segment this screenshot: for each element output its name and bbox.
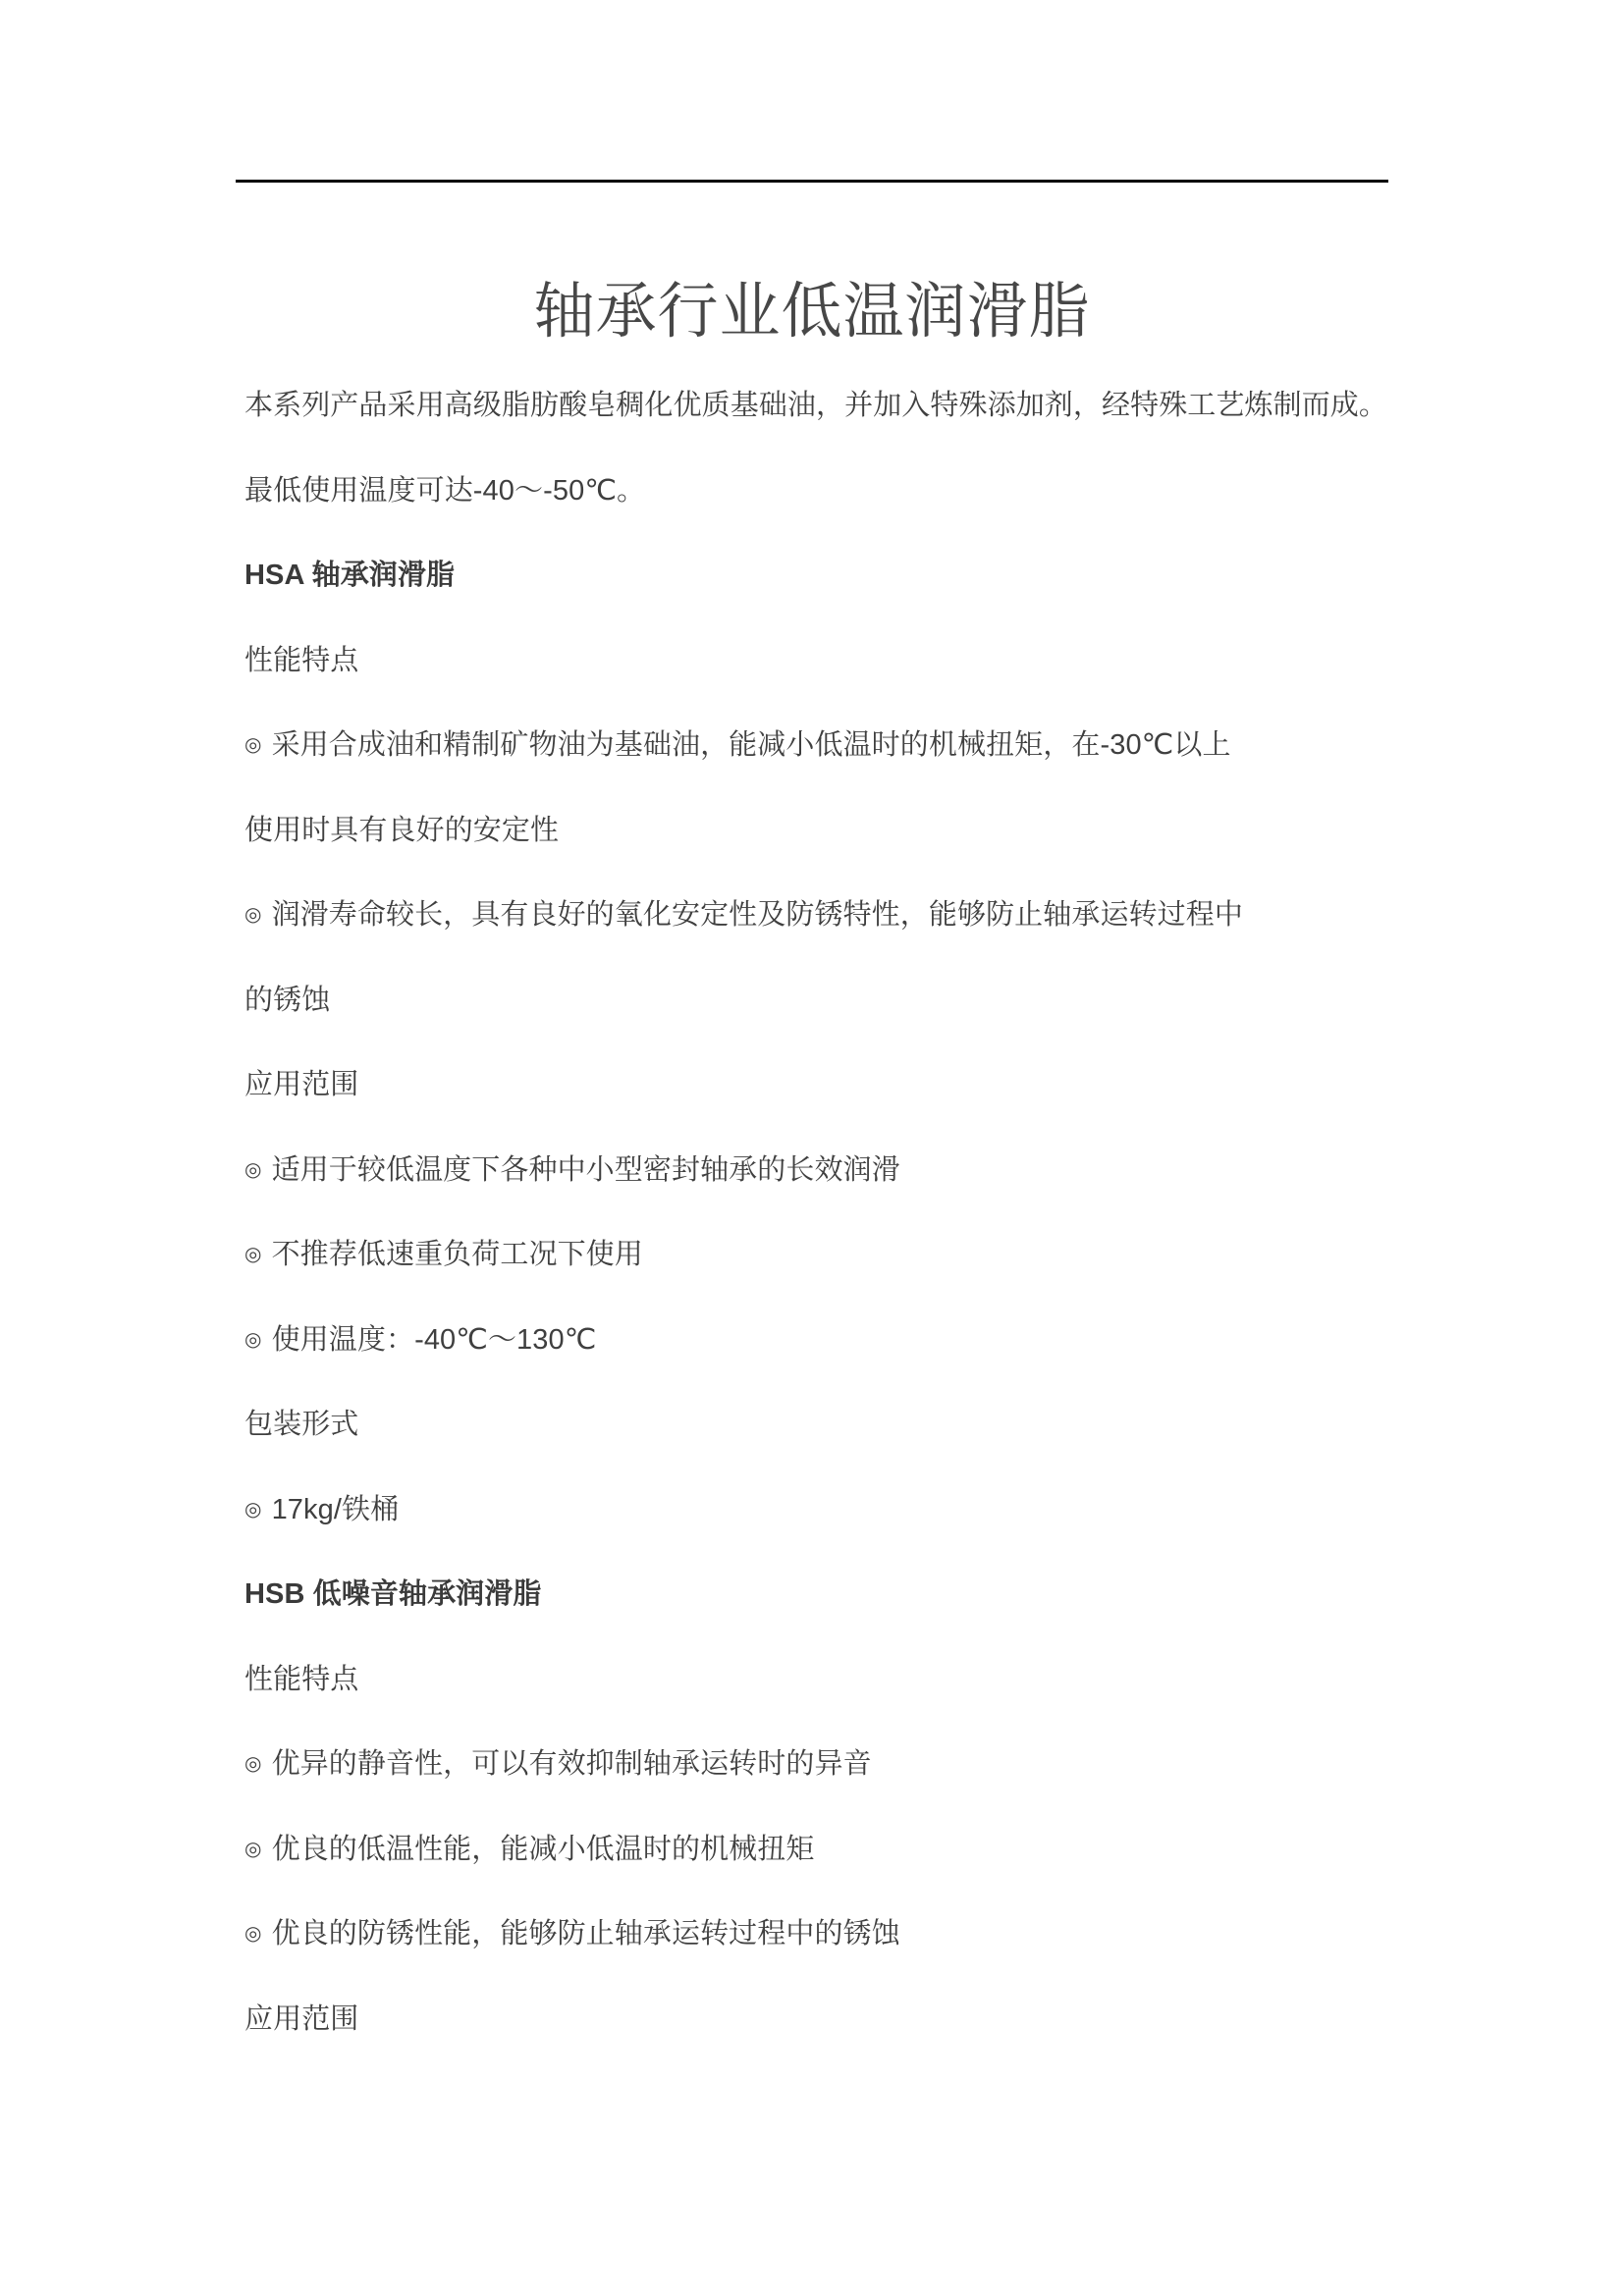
header-rule bbox=[236, 180, 1388, 183]
bullet-text: 使用温度：-40℃～130℃ bbox=[271, 1323, 597, 1356]
bullseye-bullet-icon: ◎ bbox=[244, 1923, 262, 1946]
bullet-item bbox=[244, 703, 1397, 788]
bullet-text: 优异的静音性，可以有效抑制轴承运转时的异音 bbox=[271, 1748, 872, 1781]
bullseye-bullet-icon: ◎ bbox=[244, 904, 262, 927]
bullet-item bbox=[244, 873, 1397, 958]
bullet-text: 优良的防锈性能，能够防止轴承运转过程中的锈蚀 bbox=[271, 1918, 900, 1950]
subheading-application-hsa: 应用范围 bbox=[244, 1069, 359, 1101]
bullseye-bullet-icon: ◎ bbox=[244, 1158, 262, 1181]
bullseye-bullet-icon: ◎ bbox=[244, 1244, 262, 1266]
bullet-item bbox=[244, 1212, 1397, 1298]
subheading-performance-hsa: 性能特点 bbox=[244, 644, 359, 676]
bullet-item bbox=[244, 1722, 1397, 1807]
bullseye-bullet-icon: ◎ bbox=[244, 1753, 262, 1776]
bullet-item bbox=[244, 1892, 1397, 1977]
bullseye-bullet-icon: ◎ bbox=[244, 1328, 262, 1351]
paragraph-continuation: 使用时具有良好的安定性 bbox=[244, 814, 560, 846]
bullet-text: 优良的低温性能，能减小低温时的机械扭矩 bbox=[271, 1833, 815, 1865]
heading-hsa: HSA 轴承润滑脂 bbox=[244, 560, 456, 592]
bullet-text: 润滑寿命较长，具有良好的氧化安定性及防锈特性，能够防止轴承运转过程中 bbox=[271, 899, 1243, 932]
paragraph-continuation: 的锈蚀 bbox=[244, 984, 331, 1016]
subheading-application-hsb: 应用范围 bbox=[244, 2002, 359, 2035]
bullet-text: 不推荐低速重负荷工况下使用 bbox=[271, 1239, 643, 1271]
bullet-text: 17kg/铁桶 bbox=[271, 1493, 400, 1525]
bullet-item bbox=[244, 1128, 1397, 1213]
bullet-item bbox=[244, 1807, 1397, 1893]
page-title: 轴承行业低温润滑脂 bbox=[533, 278, 1091, 346]
bullet-item bbox=[244, 1468, 1397, 1553]
paragraph-intro: 本系列产品采用高级脂肪酸皂稠化优质基础油，并加入特殊添加剂，经特殊工艺炼制而成。 bbox=[244, 390, 1388, 422]
bullet-text: 适用于较低温度下各种中小型密封轴承的长效润滑 bbox=[271, 1153, 900, 1186]
heading-hsb: HSB 低噪音轴承润滑脂 bbox=[244, 1578, 542, 1611]
bullseye-bullet-icon: ◎ bbox=[244, 1498, 262, 1521]
bullseye-bullet-icon: ◎ bbox=[244, 734, 262, 757]
document-body bbox=[244, 363, 1397, 2061]
subheading-performance-hsb: 性能特点 bbox=[244, 1663, 359, 1695]
bullet-text: 采用合成油和精制矿物油为基础油，能减小低温时的机械扭矩，在-30℃以上 bbox=[271, 729, 1231, 762]
subheading-packaging-hsa: 包装形式 bbox=[244, 1409, 359, 1441]
bullseye-bullet-icon: ◎ bbox=[244, 1838, 262, 1860]
bullet-item bbox=[244, 1298, 1397, 1383]
paragraph-min-temp: 最低使用温度可达-40～-50℃。 bbox=[244, 474, 646, 507]
